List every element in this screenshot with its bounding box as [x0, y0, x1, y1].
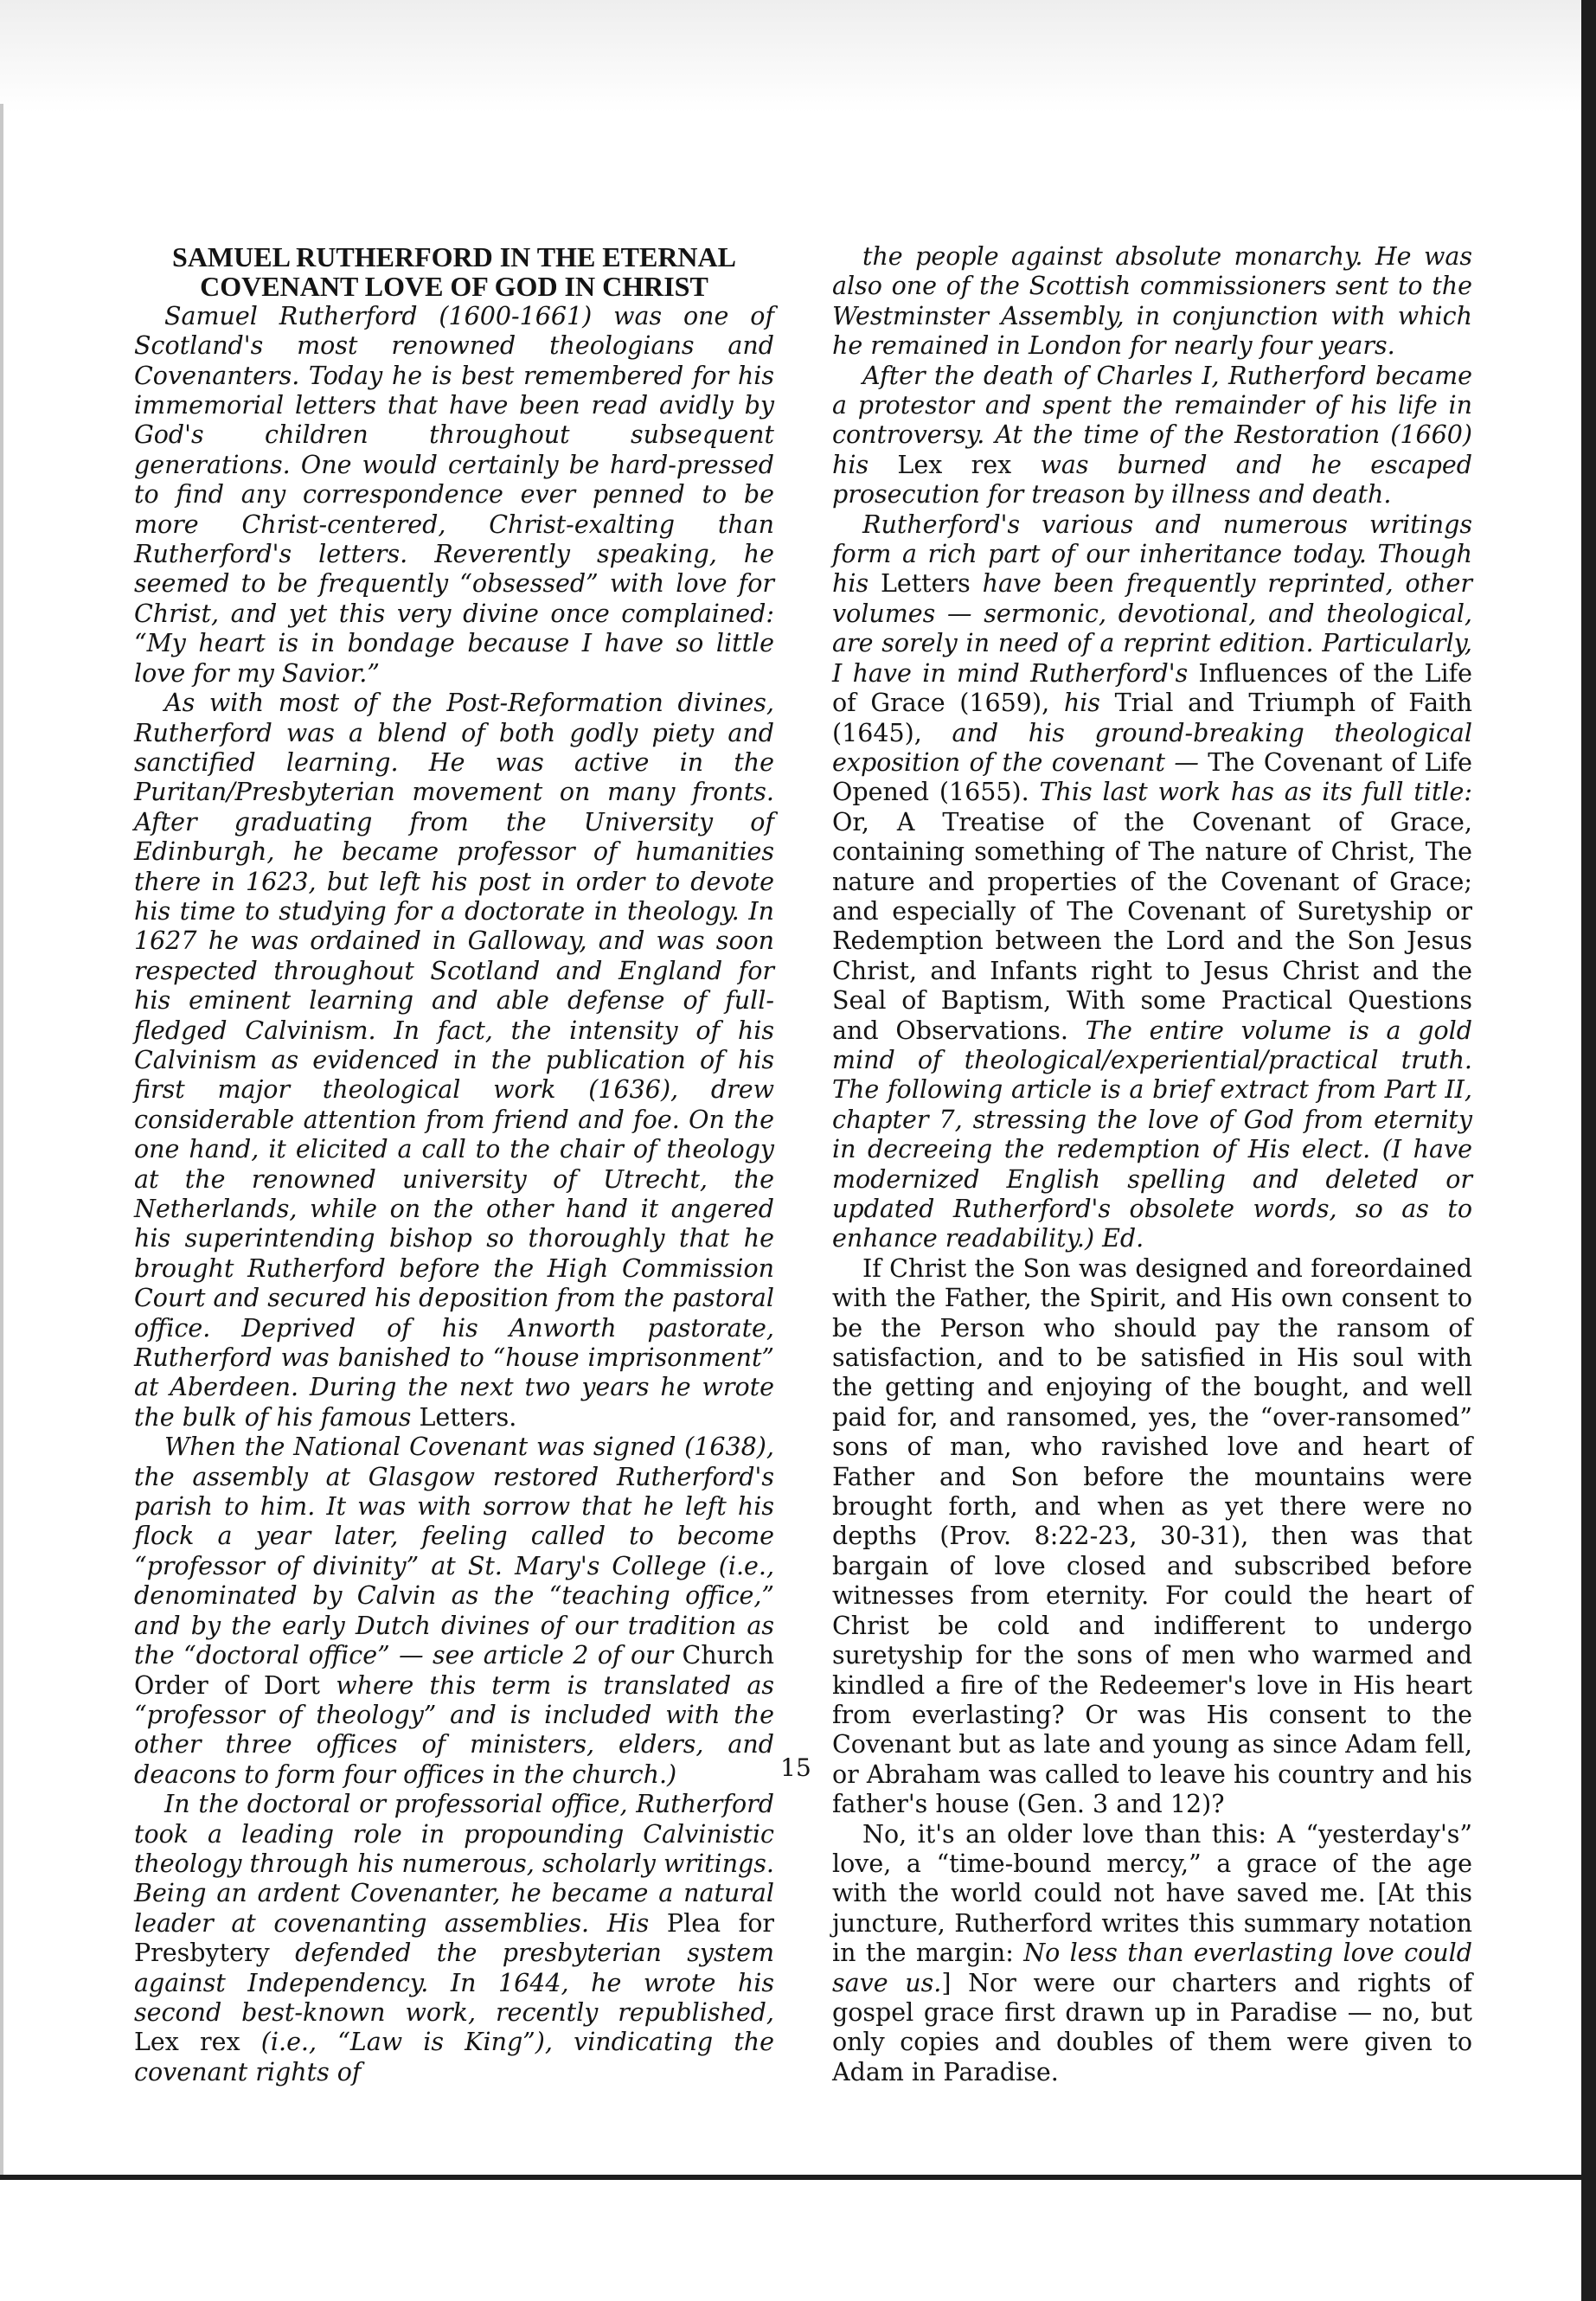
italic-text-run: No less than everlasting love could save us. — [832, 1939, 1472, 1997]
scan-right-edge — [1581, 0, 1596, 2301]
roman-text-run: No, it's an older love than this: A “yesterday's” love, a “time-bound mercy,” a grace of the age with the world could not have saved me. [At this juncture, Rutherford writes this summary notation in the margin: — [832, 1819, 1472, 1968]
italic-text-run: When the National Covenant was signed (1638), the assembly at Glasgow restored Rutherford's parish to him. It was with sorrow that he left his flock a year later, feeling called to become “professor of divinity” at St. Mary's College (i.e., denominated by Calvin as the “teaching office,” and by the early Dutch divines of our tradition as the “doctoral office” — see article 2 of our — [134, 1433, 774, 1670]
roman-text-run: The Covenant of Life Opened — [832, 747, 1472, 807]
italic-text-run: defended the presbyterian system against Independency. In 1644, he wrote his second best-known work, recently republished, — [134, 1939, 774, 2027]
paragraph — [134, 1790, 774, 2087]
roman-text-run: (1645), — [832, 718, 952, 747]
roman-text-run: Trial and Triumph of Faith — [1099, 689, 1472, 718]
roman-text-run: ] Nor were our charters and rights of gospel grace first drawn up in Paradise — no, but only copies and doubles of them were given to Adam in Paradise. — [832, 1968, 1473, 2086]
roman-text-run: Letters — [880, 569, 971, 599]
roman-text-run: Influences of the Life of Grace — [832, 658, 1472, 718]
italic-text-run: After the death of Charles I, Rutherford became a protestor and spent the remainder of his life in controversy. At the time of the Restoration (1660) his — [832, 361, 1472, 479]
italic-text-run: and his ground-breaking theological exposition of the covenant — — [832, 718, 1472, 777]
italic-text-run: have been frequently reprinted, other volumes — sermonic, devotional, and theological, are sorely in need of a reprint edition. Particularly, I have in mind Rutherford's — [832, 569, 1472, 688]
paragraph — [832, 510, 1472, 1254]
paragraph — [134, 689, 774, 1433]
right-column — [832, 242, 1472, 2087]
italic-text-run: Samuel Rutherford (1600-1661) was one of Scotland's most renowned theologians and Covenanters. Today he is best remembered for his immemorial letters that have been read avidly by God's children throughout subsequent generations. One would certainly be hard-pressed to find any correspondence ever penned to be more Christ-centered, Christ-exalting than Rutherford's letters. Reverently speaking, he seemed to be frequently “obsessed” with love for Christ, and yet this very divine once complained: “My heart is in bondage because I have so little love for my Savior.” — [134, 301, 774, 688]
paragraph — [134, 302, 774, 689]
italic-text-run: his — [1063, 689, 1100, 718]
roman-text-run: Lex rex — [897, 450, 1012, 479]
paragraph — [832, 242, 1472, 362]
roman-text-run: Church Order of Dort — [134, 1641, 774, 1700]
italic-text-run: where this term is translated as “professor of theology” and is included with the other three offices of ministers, elders, and deacons to form four offices in the church.) — [134, 1670, 774, 1789]
scan-left-edge — [0, 104, 3, 2180]
italic-text-run: This last work has as its full title: — [1039, 778, 1472, 807]
italic-text-run: was burned and he escaped prosecution for treason by illness and death. — [832, 450, 1473, 510]
paragraph — [832, 1254, 1472, 1820]
paragraph — [832, 362, 1472, 510]
italic-text-run: the people against absolute monarchy. He was also one of the Scottish commissioners sent to the Westminster Assembly, in conjunction with which he remained in London for nearly four years. — [832, 242, 1472, 361]
left-column — [134, 242, 774, 2087]
italic-text-run: The entire volume is a gold mind of theological/experiential/practical truth. The following article is a brief extract from Part II, chapter 7, stressing the love of God from eternity in decreeing the redemption of His elect. (I have modernized English spelling and deleted or updated Rutherford's obsolete words, so as to enhance readability.) Ed. — [832, 1016, 1473, 1253]
paragraph — [134, 1433, 774, 1790]
article-title: SAMUEL RUTHERFORD IN THE ETERNAL COVENANT LOVE OF GOD IN CHRIST — [172, 241, 736, 303]
roman-text-run: If Christ the Son was designed and foreordained with the Father, the Spirit, and His own consent to be the Person who should pay the ransom of satisfaction, and to be satisfied in His soul with the getting and enjoying of the bought, and well paid for, and ransomed, yes, the “over-ransomed” sons of man, who ravished love and heart of Father and Son before the mountains were brought forth, and when as yet there were no depths (Prov. 8:22-23, 30-31), then was that bargain of love closed and subscribed before witnesses from eternity. For could the heart of Christ be cold and indifferent to undergo suretyship for the sons of men who warmed and kindled a fire of the Redeemer's love in His heart from everlasting? Or was His consent to the Covenant but as late and young as since Adam fell, or Abraham was called to leave his country and his father's house (Gen. 3 and 12)? — [832, 1253, 1472, 1819]
roman-text-run: Letters. — [419, 1402, 517, 1432]
page-number: 15 — [780, 1753, 811, 1782]
roman-text-run: (1659), — [945, 689, 1064, 718]
italic-text-run: As with most of the Post-Reformation divines, Rutherford was a blend of both godly piety and sanctified learning. He was active in the Puritan/Presbyterian movement on many fronts. After graduating from the University of Edinburgh, he became professor of humanities there in 1623, but left his post in order to devote his time to studying for a doctorate in theology. In 1627 he was ordained in Galloway, and was soon respected throughout Scotland and England for his eminent learning and able defense of full-fledged Calvinism. In fact, the intensity of his Calvinism as evidenced in the publication of his first major theological work (1636), drew considerable attention from friend and foe. On the one hand, it elicited a call to the chair of theology at the renowned university of Utrecht, the Netherlands, while on the other hand it angered his superintending bishop so thoroughly that he brought Rutherford before the High Commission Court and secured his deposition from the pastoral office. Deprived of his Anworth pastorate, Rutherford was banished to “house imprisonment” at Aberdeen. During the next two years he wrote the bulk of his famous — [134, 689, 774, 1432]
roman-text-run: Plea for Presbytery — [134, 1908, 774, 1968]
roman-text-run: (1655). — [928, 778, 1040, 807]
roman-text-run: Or, A Treatise of the Covenant of Grace, containing something of The nature of Christ, The nature and properties of the Covenant of Grace; and especially of The Covenant of Suretyship or Redemption between the Lord and the Son Jesus Christ, and Infants right to Jesus Christ and the Seal of Baptism, With some Practical Questions and Observations. — [832, 807, 1472, 1045]
italic-text-run: (i.e., “Law is King”), vindicating the covenant rights of — [134, 2028, 774, 2086]
italic-text-run: Rutherford's various and numerous writings form a rich part of our inheritance today. Though his — [832, 510, 1472, 599]
roman-text-run: Lex rex — [134, 2028, 240, 2057]
paragraph — [832, 1820, 1472, 2088]
italic-text-run: In the doctoral or professorial office, Rutherford took a leading role in propounding Calvinistic theology through his numerous, scholarly writings. Being an ardent Covenanter, he became a natural leader at covenanting assemblies. His — [134, 1790, 774, 1938]
scan-top-shade — [0, 0, 1596, 112]
scan-bottom-rule — [0, 2175, 1583, 2180]
